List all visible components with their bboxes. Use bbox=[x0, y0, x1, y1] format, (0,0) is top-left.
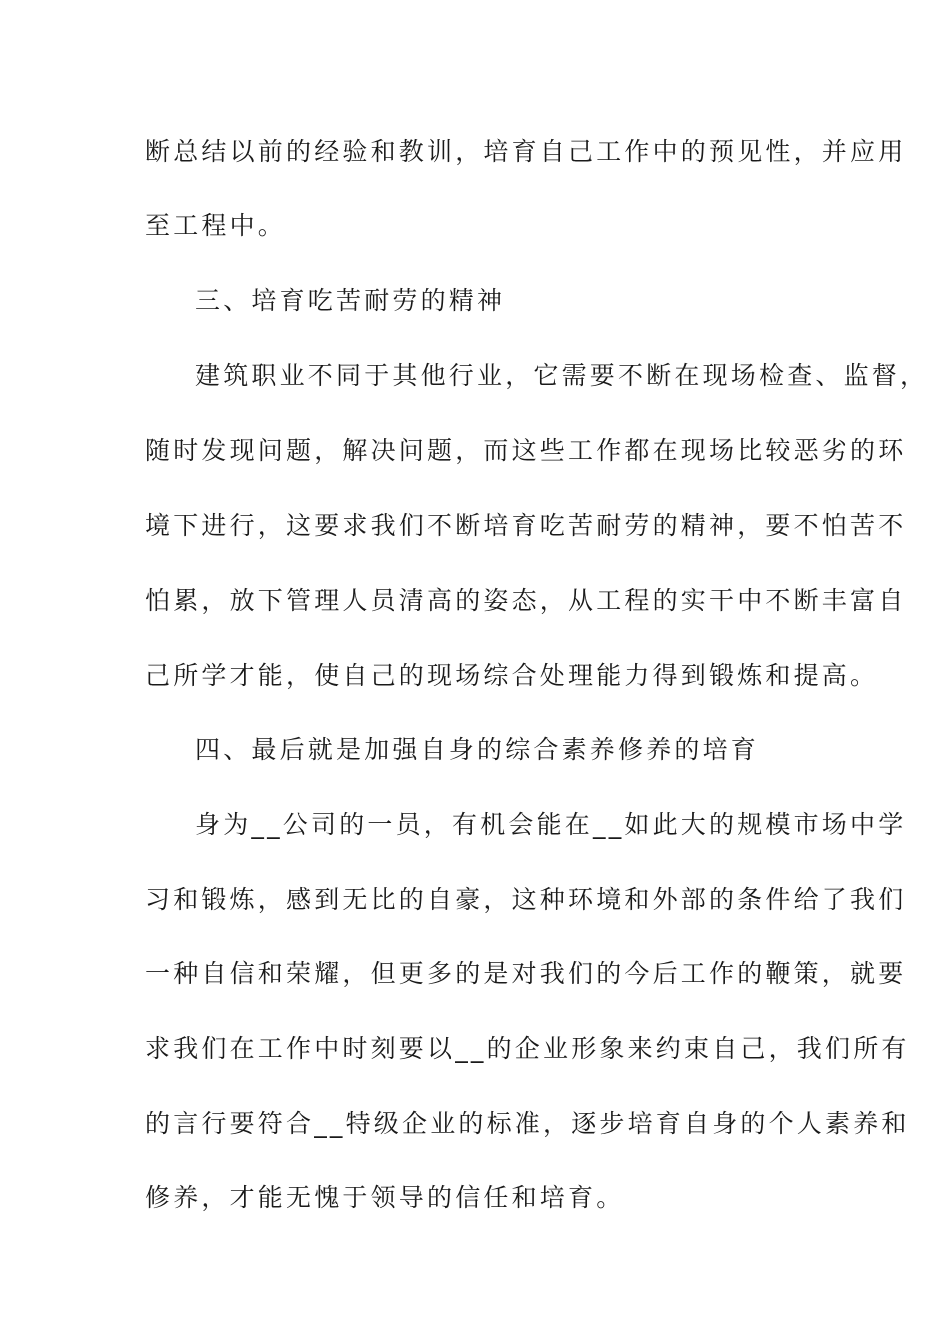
paragraph-line: 己所学才能，使自己的现场综合处理能力得到锻炼和提高。 bbox=[145, 661, 879, 690]
paragraph-line: 一种自信和荣耀，但更多的是对我们的今后工作的鞭策，就要 bbox=[145, 959, 907, 988]
section-heading-3: 三、培育吃苦耐劳的精神 bbox=[195, 286, 506, 315]
paragraph-line: 至工程中。 bbox=[145, 211, 287, 240]
paragraph-line: 断总结以前的经验和教训，培育自己工作中的预见性，并应用 bbox=[145, 137, 907, 166]
paragraph-line: 习和锻炼，感到无比的自豪，这种环境和外部的条件给了我们 bbox=[145, 885, 907, 914]
paragraph-line: 境下进行，这要求我们不断培育吃苦耐劳的精神，要不怕苦不 bbox=[145, 511, 907, 540]
paragraph-line: 修养，才能无愧于领导的信任和培育。 bbox=[145, 1183, 625, 1212]
paragraph-line: 求我们在工作中时刻要以__的企业形象来约束自己，我们所有 bbox=[145, 1034, 910, 1063]
paragraph-line: 的言行要符合__特级企业的标准，逐步培育自身的个人素养和 bbox=[145, 1109, 910, 1138]
paragraph-line: 怕累，放下管理人员清高的姿态，从工程的实干中不断丰富自 bbox=[145, 586, 907, 615]
paragraph-line: 建筑职业不同于其他行业，它需要不断在现场检查、监督， bbox=[195, 361, 929, 390]
section-heading-4: 四、最后就是加强自身的综合素养修养的培育 bbox=[195, 735, 760, 764]
paragraph-line: 随时发现问题，解决问题，而这些工作都在现场比较恶劣的环 bbox=[145, 436, 907, 465]
paragraph-line: 身为__公司的一员，有机会能在__如此大的规模市场中学 bbox=[195, 810, 907, 839]
